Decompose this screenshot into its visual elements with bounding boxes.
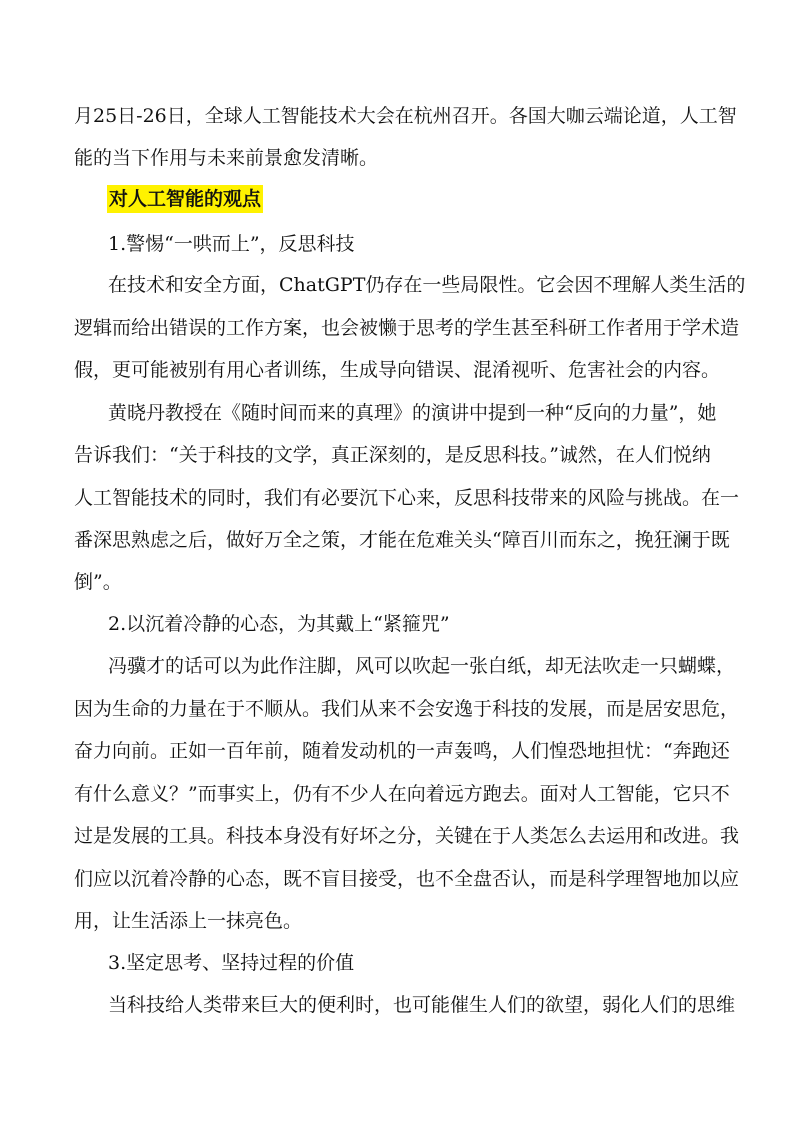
point-3-line-1: 当科技给人类带来巨大的便利时，也可能催生人们的欲望，弱化人们的思维 [108, 994, 736, 1016]
point-1-line-5: 告诉我们：“关于科技的文学，真正深刻的，是反思科技。”诚然，在人们悦纳 [74, 444, 711, 466]
point-1-title: 1.警惕“一哄而上”，反思科技 [108, 233, 355, 255]
point-1-line-3: 假，更可能被别有用心者训练，生成导向错误、混淆视听、危害社会的内容。 [74, 359, 721, 381]
point-1-line-2: 逻辑而给出错误的工作方案，也会被懒于思考的学生甚至科研工作者用于学术造 [74, 317, 740, 339]
point-2-title: 2.以沉着冷静的心态，为其戴上“紧箍咒” [108, 613, 450, 635]
point-2-line-4: 有什么意义？”而事实上，仍有不少人在向着远方跑去。面对人工智能，它只不 [74, 783, 730, 805]
point-1-line-8: 倒”。 [74, 571, 122, 593]
point-1-line-1: 在技术和安全方面，ChatGPT仍存在一些局限性。它会因不理解人类生活的 [108, 274, 746, 296]
point-1-line-6: 人工智能技术的同时，我们有必要沉下心来，反思科技带来的风险与挑战。在一 [74, 487, 740, 509]
point-2-line-1: 冯骥才的话可以为此作注脚，风可以吹起一张白纸，却无法吹走一只蝴蝶， [108, 655, 736, 677]
section-title: 对人工智能的观点 [107, 185, 263, 213]
point-2-line-7: 用，让生活添上一抹亮色。 [74, 910, 303, 932]
point-2-line-6: 们应以沉着冷静的心态，既不盲目接受，也不全盘否认，而是科学理智地加以应 [74, 868, 740, 890]
point-2-line-3: 奋力向前。正如一百年前，随着发动机的一声轰鸣，人们惶恐地担忧：“奔跑还 [74, 740, 730, 762]
point-3-title: 3.坚定思考、坚持过程的价值 [108, 952, 355, 974]
intro-line-2: 能的当下作用与未来前景愈发清晰。 [74, 147, 379, 169]
point-2-line-2: 因为生命的力量在于不顺从。我们从来不会安逸于科技的发展，而是居安思危， [74, 698, 740, 720]
point-1-line-4: 黄晓丹教授在《随时间而来的真理》的演讲中提到一种“反向的力量”，她 [108, 402, 717, 424]
intro-line-1: 月25日-26日，全球人工智能技术大会在杭州召开。各国大咖云端论道，人工智 [74, 105, 737, 127]
point-2-line-5: 过是发展的工具。科技本身没有好坏之分，关键在于人类怎么去运用和改进。我 [74, 825, 740, 847]
point-1-line-7: 番深思熟虑之后，做好万全之策，才能在危难关头“障百川而东之，挽狂澜于既 [74, 529, 730, 551]
